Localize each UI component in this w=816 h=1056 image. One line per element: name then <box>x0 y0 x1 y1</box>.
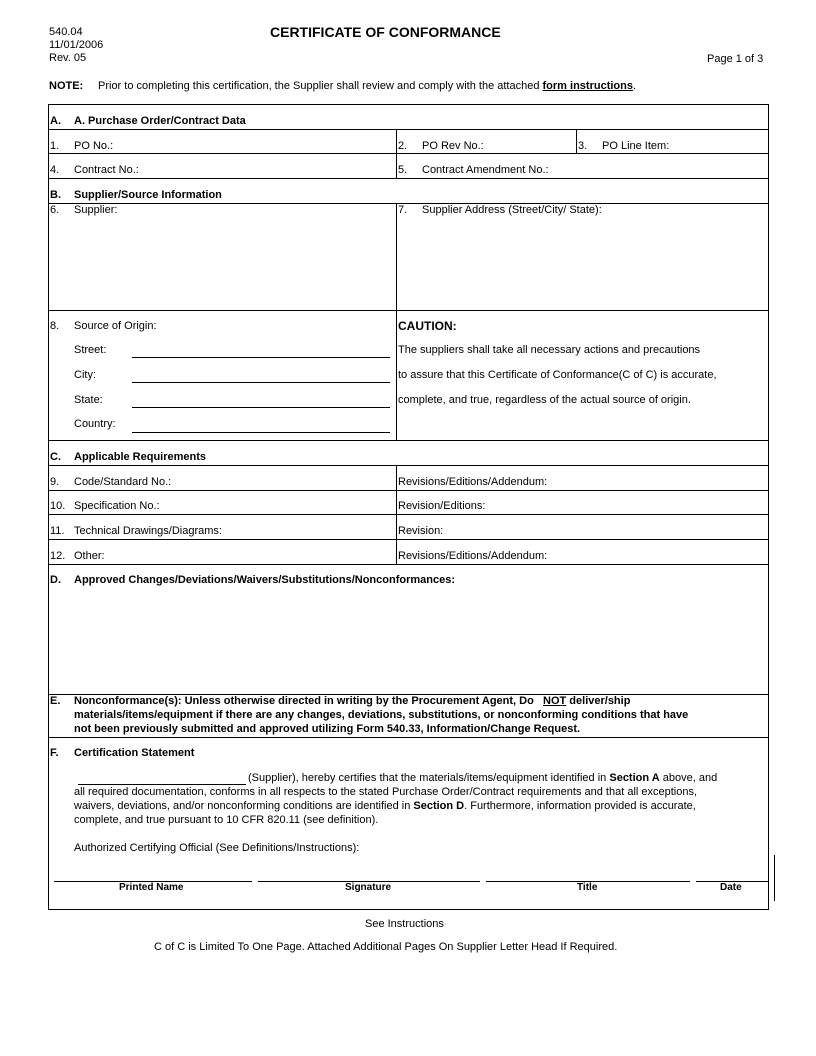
section-f-letter: F. <box>50 747 59 759</box>
caution-line-2: to assure that this Certificate of Conformance(C of C) is accurate, <box>398 369 717 381</box>
signature-label: Signature <box>345 882 392 893</box>
caution-line-3: complete, and true, regardless of the actual source of origin. <box>398 394 691 406</box>
form-number: 540.04 <box>49 26 83 38</box>
note-text: Prior to completing this certification, the Supplier shall review and comply with the attached <box>98 80 540 92</box>
statement-text-1: (Supplier), hereby certifies that the materials/items/equipment identified in <box>248 772 607 784</box>
caution-line-1: The suppliers shall take all necessary actions and precautions <box>398 344 701 356</box>
section-e-line-3: not been previously submitted and approved utilizing Form 540.33, Information/Change Request. <box>74 723 581 735</box>
section-e-letter: E. <box>50 695 61 707</box>
supplier-name-line[interactable] <box>78 784 246 785</box>
section-d-letter: D. <box>50 574 61 586</box>
section-e-text-1: Nonconformance(s): Unless otherwise directed in writing by the Procurement Agent, Do <box>74 695 534 707</box>
specification-revisions-field[interactable]: Revision/Editions: <box>398 500 486 512</box>
field-8-num: 8. <box>50 320 60 332</box>
supplier-address-field[interactable]: Supplier Address (Street/City/ State): <box>422 204 602 216</box>
statement-line-3 <box>74 800 696 812</box>
section-b-letter: B. <box>50 189 61 201</box>
statement-line-3a: waivers, deviations, and/or nonconforming conditions are identified in <box>74 800 411 812</box>
contract-amendment-field[interactable]: Contract Amendment No.: <box>422 164 549 176</box>
page-title: CERTIFICATE OF CONFORMANCE <box>270 24 501 40</box>
field-11-num: 11. <box>50 525 65 537</box>
caution-title: CAUTION: <box>398 319 457 333</box>
origin-state-field[interactable] <box>132 407 390 408</box>
drawings-revision-field[interactable]: Revision: <box>398 525 444 537</box>
field-9-num: 9. <box>50 476 60 488</box>
section-a-letter: A. <box>50 115 61 127</box>
source-of-origin-label: Source of Origin: <box>74 320 157 332</box>
statement-line-4: complete, and true pursuant to 10 CFR 820.11 (see definition). <box>74 814 379 826</box>
field-4-num: 4. <box>50 164 60 176</box>
title-label: Title <box>577 882 598 893</box>
field-5-num: 5. <box>398 164 408 176</box>
field-10-num: 10. <box>50 500 66 512</box>
statement-line-1 <box>248 772 717 784</box>
section-e-line-1 <box>74 695 630 707</box>
field-3-num: 3. <box>578 140 588 152</box>
limit-note: C of C is Limited To One Page. Attached Additional Pages On Supplier Letter Head If Required. <box>154 941 618 953</box>
field-2-num: 2. <box>398 140 408 152</box>
field-1-num: 1. <box>50 140 60 152</box>
statement-text-2: above, and <box>662 772 718 784</box>
code-standard-field[interactable]: Code/Standard No.: <box>74 476 172 488</box>
field-12-num: 12. <box>50 550 66 562</box>
section-d-ref: Section D <box>413 800 465 812</box>
page-number: Page 1 of 3 <box>707 53 764 65</box>
section-f-title: Certification Statement <box>74 747 195 759</box>
statement-line-2: all required documentation, conforms in all respects to the stated Purchase Order/Contract requirements and that all exceptions, <box>74 786 698 798</box>
other-revisions-field[interactable]: Revisions/Editions/Addendum: <box>398 550 548 562</box>
origin-city-field[interactable] <box>132 382 390 383</box>
section-e-not: NOT <box>543 695 567 707</box>
note-label: NOTE: <box>49 80 84 92</box>
technical-drawings-field[interactable]: Technical Drawings/Diagrams: <box>74 525 222 537</box>
origin-country-label: Country: <box>74 418 116 430</box>
printed-name-label: Printed Name <box>119 882 184 893</box>
field-7-num: 7. <box>398 204 408 216</box>
po-rev-field[interactable]: PO Rev No.: <box>422 140 484 152</box>
section-e-line-2: materials/items/equipment if there are any changes, deviations, substitutions, or nonconforming conditions that have <box>74 709 689 721</box>
form-instructions-link[interactable]: form instructions <box>542 80 633 92</box>
section-e-text-2: deliver/ship <box>569 695 631 707</box>
see-instructions: See Instructions <box>365 918 444 930</box>
section-c-letter: C. <box>50 451 61 463</box>
section-a-title: A. Purchase Order/Contract Data <box>74 115 246 127</box>
contract-number-field[interactable]: Contract No.: <box>74 164 139 176</box>
section-d-title: Approved Changes/Deviations/Waivers/Substitutions/Nonconformances: <box>74 574 455 586</box>
origin-street-field[interactable] <box>132 357 390 358</box>
form-date: 11/01/2006 <box>49 39 104 51</box>
specification-field[interactable]: Specification No.: <box>74 500 160 512</box>
po-number-field[interactable]: PO No.: <box>74 140 114 152</box>
statement-line-3b: . Furthermore, information provided is accurate, <box>464 800 696 812</box>
section-c-title: Applicable Requirements <box>74 451 207 463</box>
origin-street-label: Street: <box>74 344 107 356</box>
origin-city-label: City: <box>74 369 96 381</box>
origin-state-label: State: <box>74 394 103 406</box>
supplier-field[interactable]: Supplier: <box>74 204 118 216</box>
date-label: Date <box>720 882 742 893</box>
origin-country-field[interactable] <box>132 432 390 433</box>
note-suffix: . <box>632 80 637 92</box>
approved-changes-area[interactable] <box>70 592 760 690</box>
authorized-official-label: Authorized Certifying Official (See Definitions/Instructions): <box>74 842 360 854</box>
section-b-title: Supplier/Source Information <box>74 189 222 201</box>
field-6-num: 6. <box>50 204 60 216</box>
po-line-item-field[interactable]: PO Line Item: <box>602 140 670 152</box>
section-a-ref: Section A <box>609 772 660 784</box>
code-revisions-field[interactable]: Revisions/Editions/Addendum: <box>398 476 548 488</box>
form-revision: Rev. 05 <box>49 52 87 64</box>
other-field[interactable]: Other: <box>74 550 105 562</box>
note-line <box>98 80 636 92</box>
